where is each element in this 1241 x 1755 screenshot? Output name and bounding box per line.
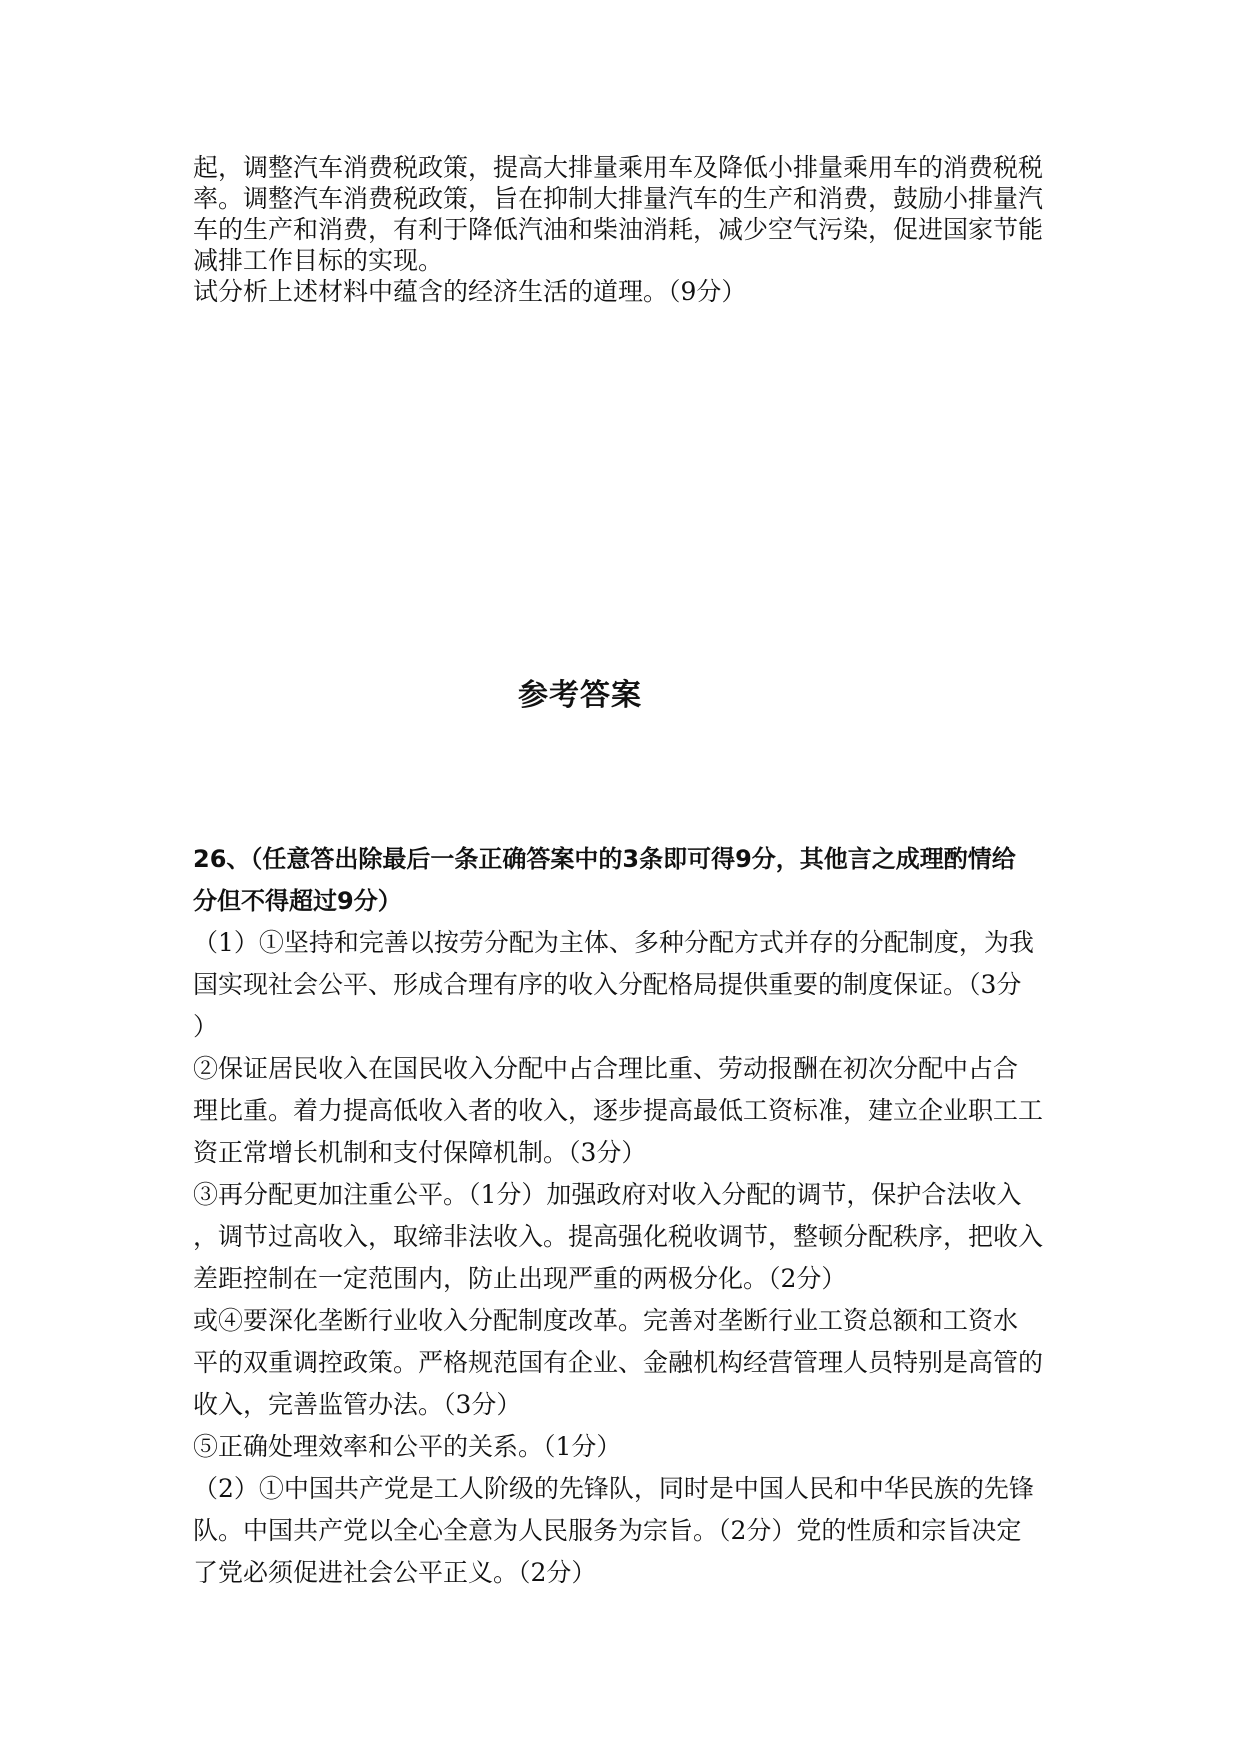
question-line: 率。调整汽车消费税政策，旨在抑制大排量汽车的生产和消费，鼓励小排量汽 xyxy=(193,184,1044,213)
answer-line: 国实现社会公平、形成合理有序的收入分配格局提供重要的制度保证。（3分 xyxy=(193,970,1022,999)
answer-line: （1）①坚持和完善以按劳分配为主体、多种分配方式并存的分配制度，为我 xyxy=(193,928,1034,957)
question-line: 起，调整汽车消费税政策，提高大排量乘用车及降低小排量乘用车的消费税税 xyxy=(193,153,1044,182)
question-line: 车的生产和消费，有利于降低汽油和柴油消耗，减少空气污染，促进国家节能 xyxy=(193,215,1044,244)
answer-line: 了党必须促进社会公平正义。（2分） xyxy=(193,1558,597,1587)
answer-line: ⑤正确处理效率和公平的关系。（1分） xyxy=(193,1432,622,1461)
answer-heading: 26、（任意答出除最后一条正确答案中的3条即可得9分，其他言之成理酌情给 xyxy=(193,845,1016,873)
answer-line: 平的双重调控政策。严格规范国有企业、金融机构经营管理人员特别是高管的 xyxy=(193,1348,1044,1377)
answer-line: ，调节过高收入，取缔非法收入。提高强化税收调节，整顿分配秩序，把收入 xyxy=(193,1222,1044,1251)
answer-section xyxy=(193,838,1053,1594)
answer-line: ） xyxy=(193,1012,219,1041)
answer-title: 参考答案 xyxy=(518,678,642,713)
answer-line: 资正常增长机制和支付保障机制。（3分） xyxy=(193,1138,647,1167)
answer-line: 差距控制在一定范围内，防止出现严重的两极分化。（2分） xyxy=(193,1264,847,1293)
answer-line: ②保证居民收入在国民收入分配中占合理比重、劳动报酬在初次分配中占合 xyxy=(193,1054,1019,1083)
answer-heading: 分但不得超过9分） xyxy=(193,887,402,915)
question-prompt: 试分析上述材料中蕴含的经济生活的道理。（9分） xyxy=(193,277,747,306)
answer-line: 理比重。着力提高低收入者的收入，逐步提高最低工资标准，建立企业职工工 xyxy=(193,1096,1044,1125)
answer-line: ③再分配更加注重公平。（1分）加强政府对收入分配的调节，保护合法收入 xyxy=(193,1180,1022,1209)
answer-line: 队。中国共产党以全心全意为人民服务为宗旨。（2分）党的性质和宗旨决定 xyxy=(193,1516,1022,1545)
answer-line: 收入，完善监管办法。（3分） xyxy=(193,1390,522,1419)
question-line: 减排工作目标的实现。 xyxy=(193,246,444,275)
answer-line: 或④要深化垄断行业收入分配制度改革。完善对垄断行业工资总额和工资水 xyxy=(193,1306,1019,1335)
answer-line: （2）①中国共产党是工人阶级的先锋队，同时是中国人民和中华民族的先锋 xyxy=(193,1474,1034,1503)
question-text xyxy=(193,152,1053,307)
